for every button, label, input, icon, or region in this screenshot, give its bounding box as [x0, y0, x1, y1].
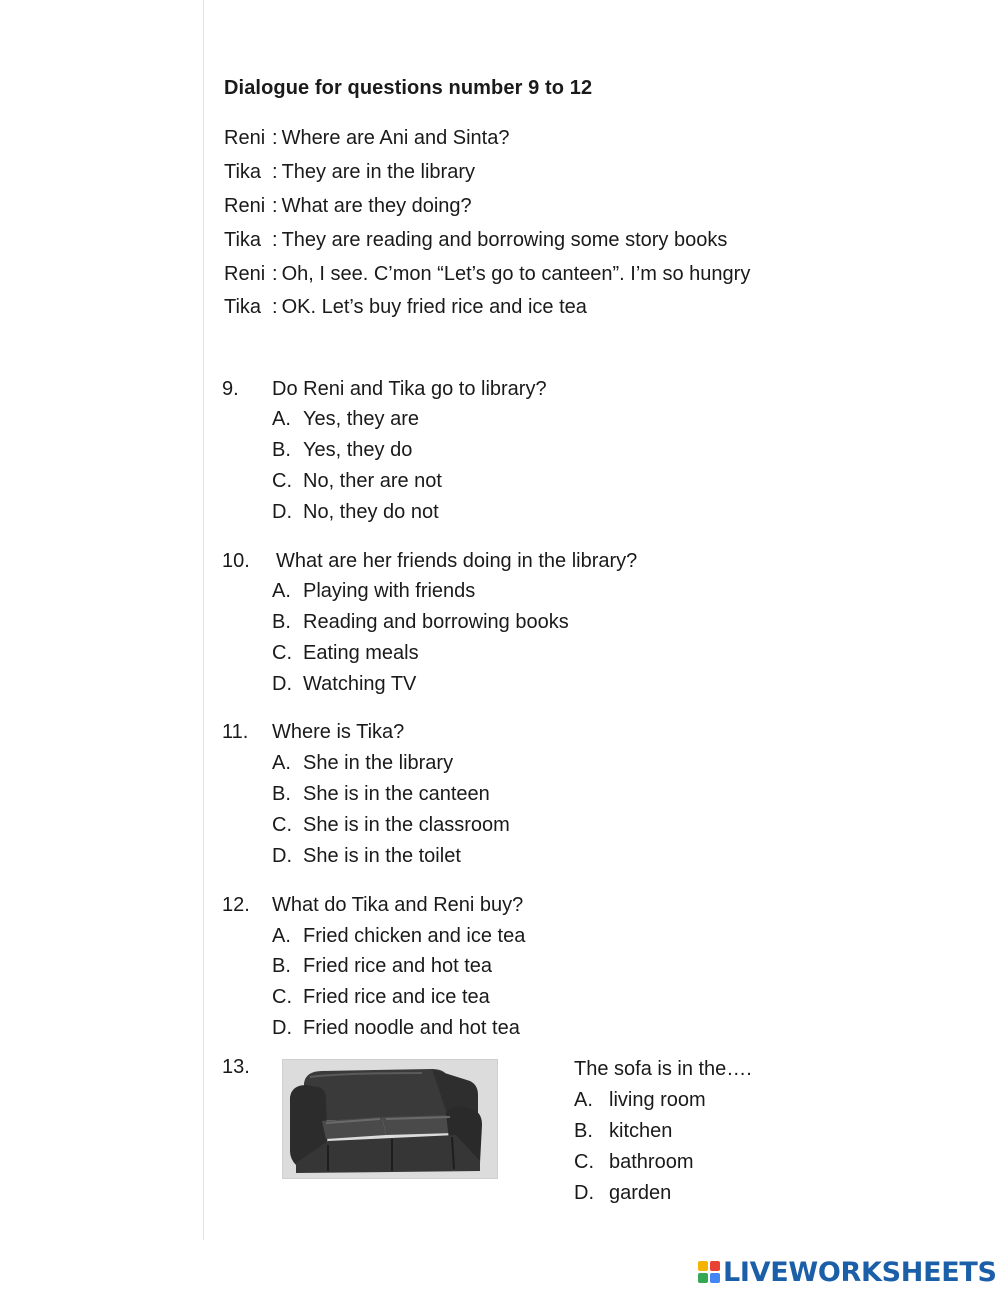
- speaker-separator: :: [272, 195, 278, 217]
- option-letter: C.: [272, 986, 292, 1008]
- dialogue-text: What are they doing?: [281, 195, 472, 217]
- answer-option[interactable]: [574, 1089, 706, 1112]
- answer-option[interactable]: [272, 439, 412, 462]
- logo-square: [710, 1273, 720, 1283]
- option-letter: B.: [574, 1120, 593, 1142]
- answer-option[interactable]: [272, 501, 439, 524]
- option-letter: A.: [574, 1089, 593, 1111]
- option-letter: B.: [272, 439, 291, 461]
- option-letter: C.: [272, 470, 292, 492]
- speaker-separator: :: [272, 229, 278, 251]
- option-text: Fried noodle and hot tea: [303, 1017, 520, 1039]
- speaker-separator: :: [272, 161, 278, 183]
- answer-option[interactable]: [272, 470, 442, 493]
- option-letter: C.: [272, 814, 292, 836]
- option-text: Playing with friends: [303, 580, 476, 602]
- dialogue-line: [224, 195, 472, 218]
- option-letter: A.: [272, 752, 291, 774]
- option-text: Eating meals: [303, 642, 419, 664]
- option-letter: D.: [574, 1182, 594, 1204]
- question-number: 10.: [222, 550, 250, 572]
- dialogue-line: [224, 127, 509, 150]
- answer-option[interactable]: [574, 1120, 672, 1143]
- option-text: She in the library: [303, 752, 454, 774]
- speaker-name: Tika: [224, 296, 262, 318]
- dialogue-line: [224, 161, 475, 184]
- speaker-separator: :: [272, 296, 278, 318]
- answer-option[interactable]: [272, 783, 490, 806]
- question-text: The sofa is in the….: [574, 1058, 752, 1080]
- dialogue-line: [224, 296, 587, 319]
- question-number: 9.: [222, 378, 239, 400]
- speaker-separator: :: [272, 263, 278, 285]
- dialogue-text: Where are Ani and Sinta?: [281, 127, 510, 149]
- option-letter: B.: [272, 611, 291, 633]
- speaker-separator: :: [272, 127, 278, 149]
- dialogue-line: [224, 229, 727, 252]
- answer-option[interactable]: [272, 1017, 520, 1040]
- answer-option[interactable]: [272, 642, 419, 665]
- logo-mark-icon: [698, 1261, 720, 1283]
- option-letter: D.: [272, 673, 292, 695]
- dialogue-heading: Dialogue for questions number 9 to 12: [224, 77, 593, 99]
- option-letter: D.: [272, 845, 292, 867]
- option-text: kitchen: [609, 1120, 673, 1142]
- option-letter: C.: [574, 1151, 594, 1173]
- logo-square: [698, 1261, 708, 1271]
- question-text: Where is Tika?: [272, 721, 405, 743]
- option-letter: D.: [272, 1017, 292, 1039]
- option-letter: A.: [272, 580, 291, 602]
- dialogue-text: They are reading and borrowing some story books: [281, 229, 728, 251]
- option-text: Watching TV: [303, 673, 417, 695]
- option-letter: A.: [272, 925, 291, 947]
- answer-option[interactable]: [272, 986, 490, 1009]
- answer-option[interactable]: [272, 752, 453, 775]
- option-text: Reading and borrowing books: [303, 611, 569, 633]
- answer-option[interactable]: [574, 1151, 694, 1174]
- option-text: She is in the toilet: [303, 845, 461, 867]
- option-letter: A.: [272, 408, 291, 430]
- answer-option[interactable]: [272, 814, 510, 837]
- brand-name: LIVEWORKSHEETS: [723, 1256, 997, 1288]
- option-text: Fried chicken and ice tea: [303, 925, 526, 947]
- option-text: Fried rice and ice tea: [303, 986, 490, 1008]
- option-letter: D.: [272, 501, 292, 523]
- option-text: Fried rice and hot tea: [303, 955, 492, 977]
- speaker-name: Reni: [224, 127, 266, 149]
- answer-option[interactable]: [272, 408, 419, 431]
- option-text: She is in the canteen: [303, 783, 490, 805]
- option-letter: B.: [272, 783, 291, 805]
- dialogue-text: OK. Let’s buy fried rice and ice tea: [281, 296, 587, 318]
- logo-square: [698, 1273, 708, 1283]
- option-text: She is in the classroom: [303, 814, 510, 836]
- option-text: garden: [609, 1182, 672, 1204]
- answer-option[interactable]: [272, 673, 416, 696]
- sofa-icon: [282, 1059, 498, 1179]
- answer-option[interactable]: [272, 611, 569, 634]
- option-text: living room: [609, 1089, 706, 1111]
- speaker-name: Reni: [224, 263, 266, 285]
- question-number: 11.: [222, 721, 249, 743]
- answer-option[interactable]: [272, 955, 492, 978]
- question-text: What are her friends doing in the library?: [276, 550, 638, 572]
- option-text: Yes, they do: [303, 439, 413, 461]
- answer-option[interactable]: [272, 580, 475, 603]
- speaker-name: Reni: [224, 195, 266, 217]
- answer-option[interactable]: [272, 925, 525, 948]
- speaker-name: Tika: [224, 229, 262, 251]
- question-text: What do Tika and Reni buy?: [272, 894, 524, 916]
- question-text: Do Reni and Tika go to library?: [272, 378, 547, 400]
- liveworksheets-logo: [698, 1257, 997, 1287]
- dialogue-text: They are in the library: [281, 161, 475, 183]
- logo-square: [710, 1261, 720, 1271]
- question-number: 13.: [222, 1056, 250, 1078]
- sofa-image: [282, 1059, 498, 1179]
- dialogue-line: [224, 263, 750, 286]
- question-number: 12.: [222, 894, 250, 916]
- option-text: No, they do not: [303, 501, 439, 523]
- dialogue-text: Oh, I see. C’mon “Let’s go to canteen”. I’m so hungry: [281, 263, 751, 285]
- answer-option[interactable]: [272, 845, 461, 868]
- speaker-name: Tika: [224, 161, 262, 183]
- option-letter: C.: [272, 642, 292, 664]
- page-margin-line: [203, 0, 204, 1240]
- option-text: bathroom: [609, 1151, 694, 1173]
- answer-option[interactable]: [574, 1182, 671, 1205]
- option-text: No, ther are not: [303, 470, 442, 492]
- option-text: Yes, they are: [303, 408, 420, 430]
- option-letter: B.: [272, 955, 291, 977]
